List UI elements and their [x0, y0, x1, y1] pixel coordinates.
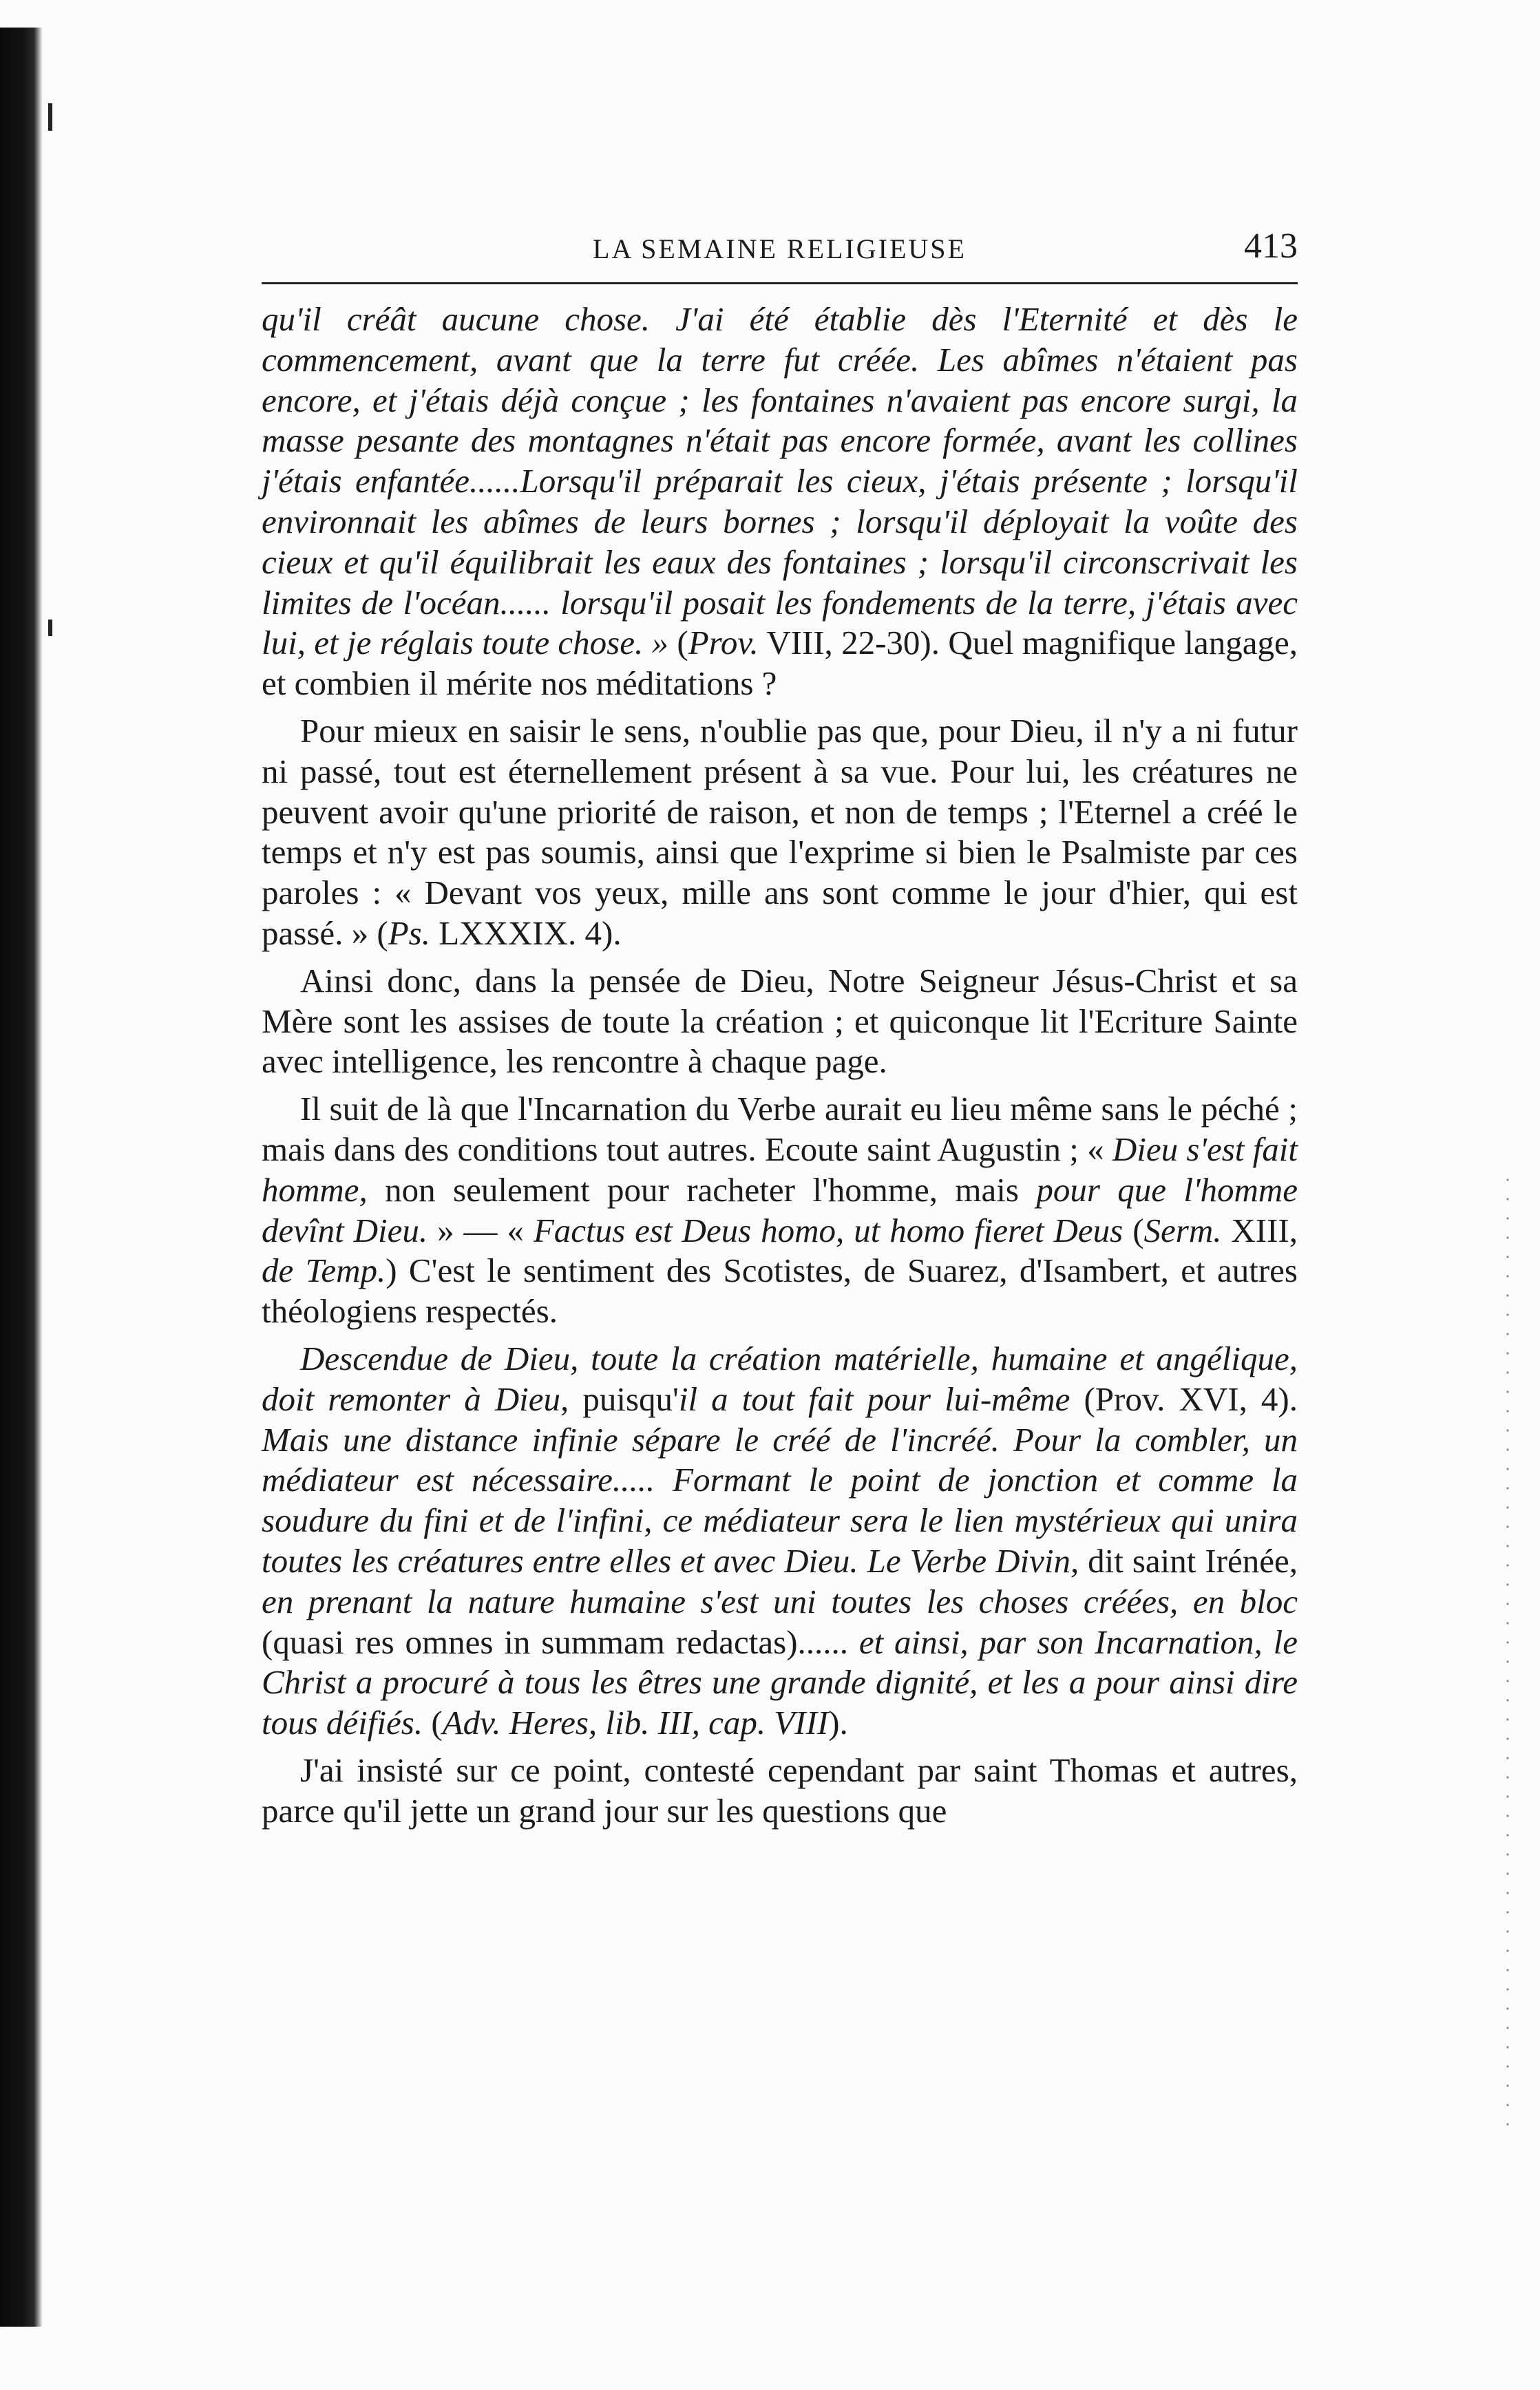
text-run: Serm.	[1143, 1211, 1222, 1249]
scan-edge-dots	[1503, 1170, 1512, 2134]
text-run: Ps.	[388, 913, 430, 952]
text-run: (Prov. XVI, 4).	[1070, 1379, 1298, 1418]
text-run: » — «	[428, 1211, 534, 1249]
book-page	[262, 220, 1298, 1838]
text-run: (	[423, 1704, 443, 1742]
text-run: il a tout fait pour lui-même	[678, 1379, 1070, 1418]
text-run: non seulement pour racheter l'homme, mais	[367, 1170, 1037, 1209]
text-run: VIII, 22-30). Quel magnifique langage, et combien il mérite nos méditations ?	[262, 624, 1298, 703]
text-run: ) C'est le sentiment des Scotistes, de Suarez, d'Isambert, et autres théologiens respectés.	[262, 1251, 1298, 1331]
scan-binding-edge	[0, 28, 43, 2327]
text-run: XIII,	[1221, 1211, 1298, 1249]
text-run: dit saint Irénée,	[1079, 1541, 1298, 1580]
text-run: Dieu s'est fait homme,	[262, 1130, 1298, 1209]
text-run: Pour mieux en saisir le sens, n'oublie pas que, pour Dieu, il n'y a ni futur ni passé, tout est éternellement présent à sa vue. Pour lui, les créatures ne peuvent avoir qu'une priorité de raison, et non de temps ; l'Eternel a créé le temps et n'y est pas soumis, ainsi que l'exprime si bien le Psalmiste par ces paroles : « Devant vos yeux, mille ans sont comme le jour d'hier, qui est passé. » (	[262, 711, 1298, 952]
text-run: pour que l'homme devînt Dieu.	[262, 1170, 1298, 1249]
text-run: de Temp.	[262, 1251, 386, 1290]
text-run: Factus est Deus homo, ut homo fieret Deus	[533, 1211, 1124, 1249]
paragraph	[262, 711, 1298, 954]
text-run: Il suit de là que l'Incarnation du Verbe aurait eu lieu même sans le péché ; mais dans des conditions tout autres. Ecoute saint Augustin ; «	[262, 1090, 1298, 1168]
text-run: qu'il créât aucune chose. J'ai été établie dès l'Eternité et dès le commencement, avant que la terre fut créée. Les abîmes n'étaient pas encore, et j'étais déjà conçue ; les fontaines n'avaient pas encore surgi, la masse pesante des montagnes n'était pas encore formée, avant les collines j'étais enfantée......Lorsqu'il préparait les cieux, j'étais présente ; lorsqu'il environnait les abîmes de leurs bornes ; lorsqu'il déployait la voûte des cieux et qu'il équilibrait les eaux des fontaines ; lorsqu'il circonscrivait les limites de l'océan...... lorsqu'il posait les fondements de la terre, j'étais avec lui, et je réglais toute chose. »	[262, 300, 1298, 662]
paragraph	[262, 1089, 1298, 1332]
running-title: LA SEMAINE RELIGIEUSE	[593, 233, 967, 264]
text-run: (quasi res omnes in summam redactas)......	[262, 1622, 859, 1661]
text-run: (	[677, 624, 688, 662]
text-run: Adv. Heres, lib. III, cap. VIII	[442, 1704, 829, 1742]
text-run: Descendue de Dieu, toute la création matérielle, humaine et angélique, doit remonter à Dieu,	[262, 1339, 1298, 1418]
text-run: J'ai insisté sur ce point, contesté cependant par saint Thomas et autres, parce qu'il jette un grand jour sur les questions que	[262, 1751, 1298, 1830]
text-run: Ainsi donc, dans la pensée de Dieu, Notre Seigneur Jésus-Christ et sa Mère sont les assises de toute la création ; et quiconque lit l'Ecriture Sainte avec intelligence, les rencontre à chaque page.	[262, 961, 1298, 1081]
text-run: ).	[828, 1704, 848, 1742]
text-run: Prov.	[688, 624, 759, 662]
scan-speck	[48, 103, 52, 131]
body-text	[262, 299, 1298, 1831]
paragraph	[262, 299, 1298, 704]
text-run: (	[1123, 1211, 1144, 1249]
paragraph	[262, 961, 1298, 1082]
text-run: LXXXIX. 4).	[430, 913, 622, 952]
paragraph	[262, 1339, 1298, 1744]
paragraph	[262, 1751, 1298, 1832]
page-number: 413	[1244, 226, 1298, 266]
text-run: en prenant la nature humaine s'est uni toutes les choses créées, en bloc	[262, 1582, 1298, 1620]
running-header	[262, 220, 1298, 284]
text-run: et ainsi, par son Incarnation, le Christ a procuré à tous les êtres une grande dignité, et les a pour ainsi dire tous déifiés.	[262, 1622, 1298, 1742]
scan-speck	[48, 620, 52, 636]
text-run: Mais une distance infinie sépare le créé de l'incréé. Pour la combler, un médiateur est nécessaire..... Formant le point de jonction et comme la soudure du fini et de l'infini, ce médiateur sera le lien mystérieux qui unira toutes les créatures entre elles et avec Dieu. Le Verbe Divin,	[262, 1420, 1298, 1580]
text-run: puisqu'	[569, 1379, 679, 1418]
